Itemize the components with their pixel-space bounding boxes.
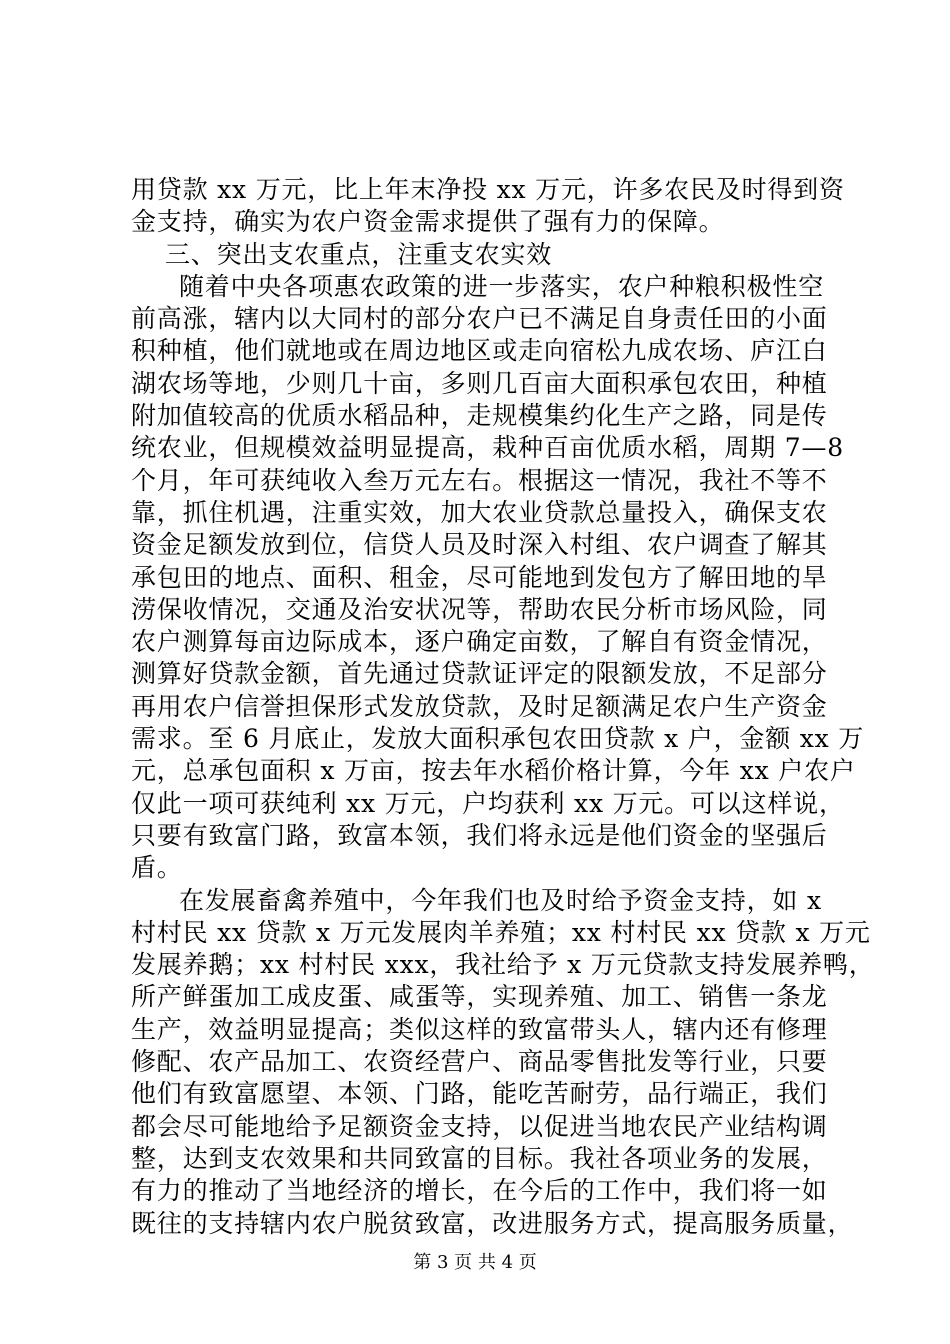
text-line: 农户测算每亩边际成本，逐户确定亩数，了解自有资金情况， xyxy=(131,627,828,657)
text-line: 在发展畜禽养殖中，今年我们也及时给予资金支持，如 x xyxy=(179,885,822,915)
text-line: 测算好贷款金额，首先通过贷款证评定的限额发放，不足部分 xyxy=(131,659,828,689)
page-number-footer: 第 3 页 共 4 页 xyxy=(413,1252,537,1273)
text-line: 元，总承包面积 x 万亩，按去年水稻价格计算，今年 xx 户农户 xyxy=(131,756,856,786)
text-line: 涝保收情况，交通及治安状况等，帮助农民分析市场风险，同 xyxy=(131,594,828,624)
text-line: 发展养鹅；xx 村村民 xxx，我社给予 x 万元贷款支持发展养鸭， xyxy=(131,950,875,980)
text-line: 资金足额发放到位，信贷人员及时深入村组、农户调查了解其 xyxy=(131,530,828,560)
text-line: 湖农场等地，少则几十亩，多则几百亩大面积承包农田，种植 xyxy=(131,368,828,398)
text-line: 前高涨，辖内以大同村的部分农户已不满足自身责任田的小面 xyxy=(131,304,828,334)
text-line: 仅此一项可获纯利 xx 万元，户均获利 xx 万元。可以这样说， xyxy=(131,788,845,818)
text-line: 整，达到支农效果和共同致富的目标。我社各项业务的发展， xyxy=(131,1143,828,1173)
text-line: 统农业，但规模效益明显提高，栽种百亩优质水稻，周期 7—8 xyxy=(131,433,844,463)
text-line: 只要有致富门路，致富本领，我们将永远是他们资金的坚强后 xyxy=(131,820,828,850)
text-line: 修配、农产品加工、农资经营户、商品零售批发等行业，只要 xyxy=(131,1047,828,1077)
text-line: 村村民 xx 贷款 x 万元发展肉羊养殖；xx 村村民 xx 贷款 x 万元 xyxy=(131,917,871,947)
text-line: 用贷款 xx 万元，比上年末净投 xx 万元，许多农民及时得到资 xyxy=(131,175,845,204)
text-line: 再用农户信誉担保形式发放贷款，及时足额满足农户生产资金 xyxy=(131,691,828,721)
text-line: 靠，抓住机遇，注重实效，加大农业贷款总量投入，确保支农 xyxy=(131,497,828,527)
text-line: 都会尽可能地给予足额资金支持，以促进当地农民产业结构调 xyxy=(131,1111,828,1141)
text-line: 生产，效益明显提高；类似这样的致富带头人，辖内还有修理 xyxy=(131,1014,828,1044)
text-line: 他们有致富愿望、本领、门路，能吃苦耐劳，品行端正，我们 xyxy=(131,1079,828,1109)
text-line: 所产鲜蛋加工成皮蛋、咸蛋等，实现养殖、加工、销售一条龙 xyxy=(131,982,828,1012)
text-line: 个月，年可获纯收入叁万元左右。根据这一情况，我社不等不 xyxy=(131,465,828,495)
document-body xyxy=(131,174,875,1240)
text-line: 既往的支持辖内农户脱贫致富，改进服务方式，提高服务质量， xyxy=(131,1208,854,1238)
text-line: 盾。 xyxy=(131,853,183,883)
text-line: 承包田的地点、面积、租金，尽可能地到发包方了解田地的旱 xyxy=(131,562,828,592)
text-line: 有力的推动了当地经济的增长，在今后的工作中，我们将一如 xyxy=(131,1176,828,1206)
text-line: 随着中央各项惠农政策的进一步落实，农户种粮积极性空 xyxy=(179,271,825,301)
text-line: 需求。至 6 月底止，发放大面积承包农田贷款 x 户，金额 xx 万 xyxy=(131,724,865,754)
text-line: 金支持，确实为农户资金需求提供了强有力的保障。 xyxy=(131,207,725,237)
text-line: 附加值较高的优质水稻品种，走规模集约化生产之路，同是传 xyxy=(131,401,828,431)
section-heading: 三、突出支农重点，注重支农实效 xyxy=(165,239,553,269)
text-line: 积种植，他们就地或在周边地区或走向宿松九成农场、庐江白 xyxy=(131,336,828,366)
